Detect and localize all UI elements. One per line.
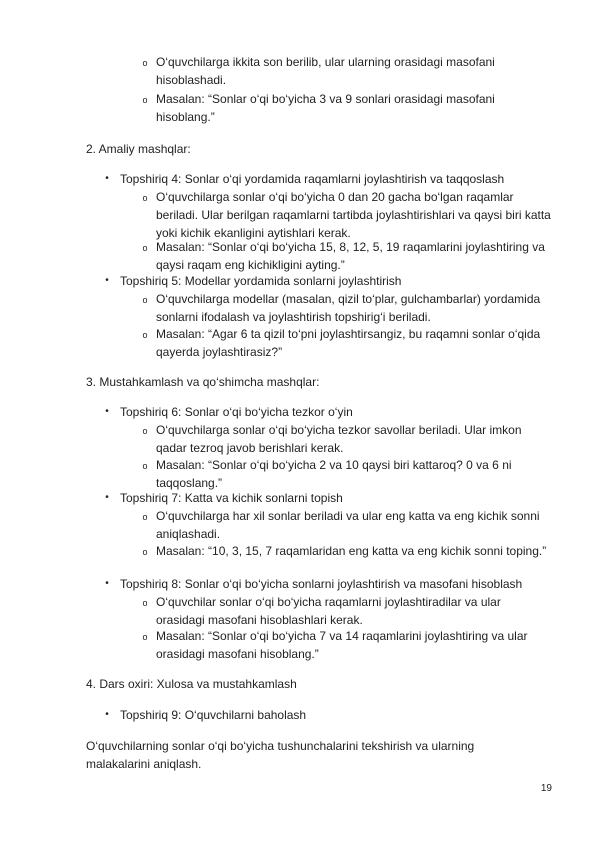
list-item: [142, 507, 552, 543]
circle-bullet-icon: o: [142, 330, 148, 340]
circle-bullet-icon: o: [142, 632, 148, 642]
list-item: [142, 325, 552, 361]
disc-bullet-icon: •: [105, 173, 109, 184]
list-item-text: Masalan: “Agar 6 ta qizil to‘pni joylashtirsangiz, bu raqamni sonlar o‘qida qayerda joylashtirasiz?”: [156, 327, 541, 359]
task-item: [105, 272, 560, 290]
task-title: Topshiriq 7: Katta va kichik sonlarni topish: [120, 491, 343, 505]
list-item-text: Masalan: “Sonlar o‘qi bo‘yicha 2 va 10 qaysi biri kattaroq? 0 va 6 ni taqqoslang.”: [156, 458, 512, 490]
circle-bullet-icon: o: [142, 461, 148, 471]
disc-bullet-icon: •: [105, 578, 109, 589]
circle-bullet-icon: o: [142, 426, 148, 436]
list-item-text: O‘quvchilarga ikkita son berilib, ular ularning orasidagi masofani hisoblashadi.: [156, 55, 495, 87]
section-heading: 2. Amaliy mashqlar:: [86, 142, 191, 156]
disc-bullet-icon: •: [105, 492, 109, 503]
task-title: Topshiriq 6: Sonlar o‘qi bo‘yicha tezkor o‘yin: [120, 405, 353, 419]
closing-paragraph: O‘quvchilarning sonlar o‘qi bo‘yicha tushunchalarini tekshirish va ularning malakalarini aniqlash.: [86, 739, 475, 771]
circle-bullet-icon: o: [142, 512, 148, 522]
circle-bullet-icon: o: [142, 243, 148, 253]
task-item: [105, 706, 560, 724]
list-item-text: Masalan: “Sonlar o‘qi bo‘yicha 7 va 14 raqamlarini joylashtiring va ular orasidagi masofani hisoblang.”: [156, 629, 528, 661]
task-title: Topshiriq 8: Sonlar o‘qi bo‘yicha sonlarni joylashtirish va masofani hisoblash: [120, 577, 523, 591]
list-item: [142, 188, 552, 242]
list-item: [142, 593, 552, 629]
list-item: [142, 238, 552, 274]
list-item: [142, 421, 552, 457]
task-title: Topshiriq 5: Modellar yordamida sonlarni joylashtirish: [120, 274, 402, 288]
task-title: Topshiriq 9: O‘quvchilarni baholash: [120, 708, 307, 722]
list-item-text: Masalan: “10, 3, 15, 7 raqamlaridan eng katta va eng kichik sonni toping.”: [156, 544, 547, 558]
list-item-text: O‘quvchilar sonlar o‘qi bo‘yicha raqamlarni joylashtiradilar va ular orasidagi masofani hisoblashlari kerak.: [156, 595, 501, 627]
task-title: Topshiriq 4: Sonlar o‘qi yordamida raqamlarni joylashtirish va taqqoslash: [120, 172, 505, 186]
list-item: [142, 542, 552, 560]
section-heading: 4. Dars oxiri: Xulosa va mustahkamlash: [86, 677, 297, 691]
list-item-text: O‘quvchilarga har xil sonlar beriladi va ular eng katta va eng kichik sonni aniqlashadi.: [156, 509, 540, 541]
list-item: [142, 290, 552, 326]
list-item-text: O‘quvchilarga sonlar o‘qi bo‘yicha 0 dan 20 gacha bo‘lgan raqamlar beriladi. Ular berilgan raqamlarni tartibda joylashtirishlari va qaysi biri katta yoki kichik ekanligini aytishlari kerak.: [156, 190, 551, 240]
task-item: [105, 489, 560, 507]
page-number: 19: [540, 783, 552, 794]
list-item-text: Masalan: “Sonlar o‘qi bo‘yicha 3 va 9 sonlari orasidagi masofani hisoblang.”: [156, 92, 495, 124]
disc-bullet-icon: •: [105, 275, 109, 286]
list-item: [142, 53, 552, 89]
list-item: [142, 456, 552, 492]
list-item: [142, 627, 552, 663]
task-item: [105, 575, 560, 593]
circle-bullet-icon: o: [142, 547, 148, 557]
disc-bullet-icon: •: [105, 406, 109, 417]
task-item: [105, 170, 560, 188]
circle-bullet-icon: o: [142, 193, 148, 203]
circle-bullet-icon: o: [142, 95, 148, 105]
circle-bullet-icon: o: [142, 58, 148, 68]
task-item: [105, 403, 560, 421]
disc-bullet-icon: •: [105, 709, 109, 720]
list-item-text: O‘quvchilarga modellar (masalan, qizil to‘plar, gulchambarlar) yordamida sonlarni ifodalash va joylashtirish topshirig‘i beriladi.: [156, 292, 541, 324]
list-item: [142, 90, 552, 126]
list-item-text: Masalan: “Sonlar o‘qi bo‘yicha 15, 8, 12, 5, 19 raqamlarini joylashtiring va qaysi raqam eng kichikligini ayting.”: [156, 240, 545, 272]
list-item-text: O‘quvchilarga sonlar o‘qi bo‘yicha tezkor savollar beriladi. Ular imkon qadar tezroq javob berishlari kerak.: [156, 423, 522, 455]
section-heading: 3. Mustahkamlash va qo‘shimcha mashqlar:: [86, 375, 320, 389]
circle-bullet-icon: o: [142, 295, 148, 305]
circle-bullet-icon: o: [142, 598, 148, 608]
